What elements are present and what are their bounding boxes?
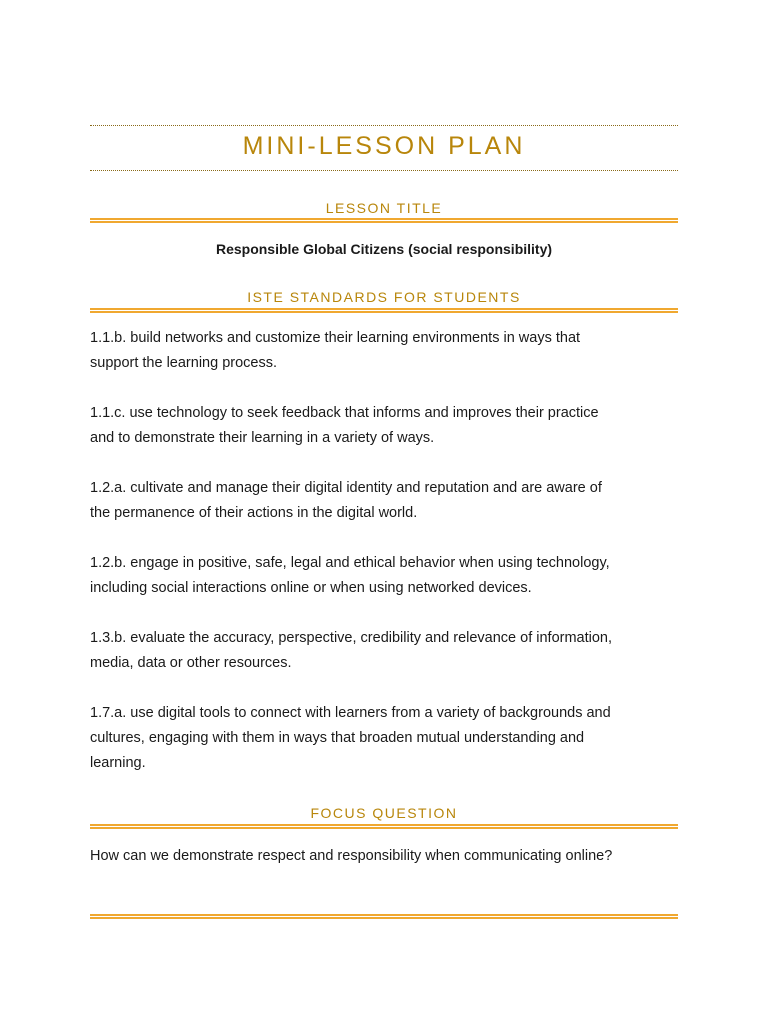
lesson-title-heading: LESSON TITLE <box>325 200 443 216</box>
standard-1-2-b <box>90 551 678 601</box>
focus-question-rule <box>90 824 678 829</box>
standard-line: 1.7.a. use digital tools to connect with learners from a variety of backgrounds and <box>90 705 611 721</box>
standard-line: 1.1.b. build networks and customize their learning environments in ways that <box>90 330 581 346</box>
standard-1-1-b <box>90 326 678 376</box>
standard-line: the permanence of their actions in the digital world. <box>90 505 418 521</box>
standard-1-3-b <box>90 626 678 676</box>
lesson-title-rule <box>90 218 678 223</box>
standard-line: 1.2.b. engage in positive, safe, legal and ethical behavior when using technology, <box>90 555 610 571</box>
bottom-rule <box>90 914 678 919</box>
lesson-plan-page <box>90 0 678 1024</box>
standard-line: including social interactions online or when using networked devices. <box>90 580 532 596</box>
standard-1-1-c <box>90 401 678 451</box>
standard-line: and to demonstrate their learning in a variety of ways. <box>90 430 435 446</box>
iste-rule <box>90 308 678 313</box>
standard-line: media, data or other resources. <box>90 655 292 671</box>
title-bottom-rule <box>90 170 678 171</box>
standard-line: learning. <box>90 755 146 771</box>
standard-1-7-a <box>90 701 678 776</box>
standard-line: 1.2.a. cultivate and manage their digital identity and reputation and are aware of <box>90 480 602 496</box>
page-title: MINI-LESSON PLAN <box>242 132 526 160</box>
lesson-title-value: Responsible Global Citizens (social responsibility) <box>215 241 553 257</box>
iste-heading: ISTE STANDARDS FOR STUDENTS <box>247 289 521 305</box>
standard-1-2-a <box>90 476 678 526</box>
standard-line: support the learning process. <box>90 355 277 371</box>
focus-question-heading: FOCUS QUESTION <box>310 805 458 821</box>
standard-line: 1.1.c. use technology to seek feedback that informs and improves their practice <box>90 405 599 421</box>
focus-question-text: How can we demonstrate respect and responsibility when communicating online? <box>90 848 613 864</box>
standard-line: cultures, engaging with them in ways that broaden mutual understanding and <box>90 730 585 746</box>
standard-line: 1.3.b. evaluate the accuracy, perspective, credibility and relevance of information, <box>90 630 613 646</box>
title-top-rule <box>90 125 678 126</box>
